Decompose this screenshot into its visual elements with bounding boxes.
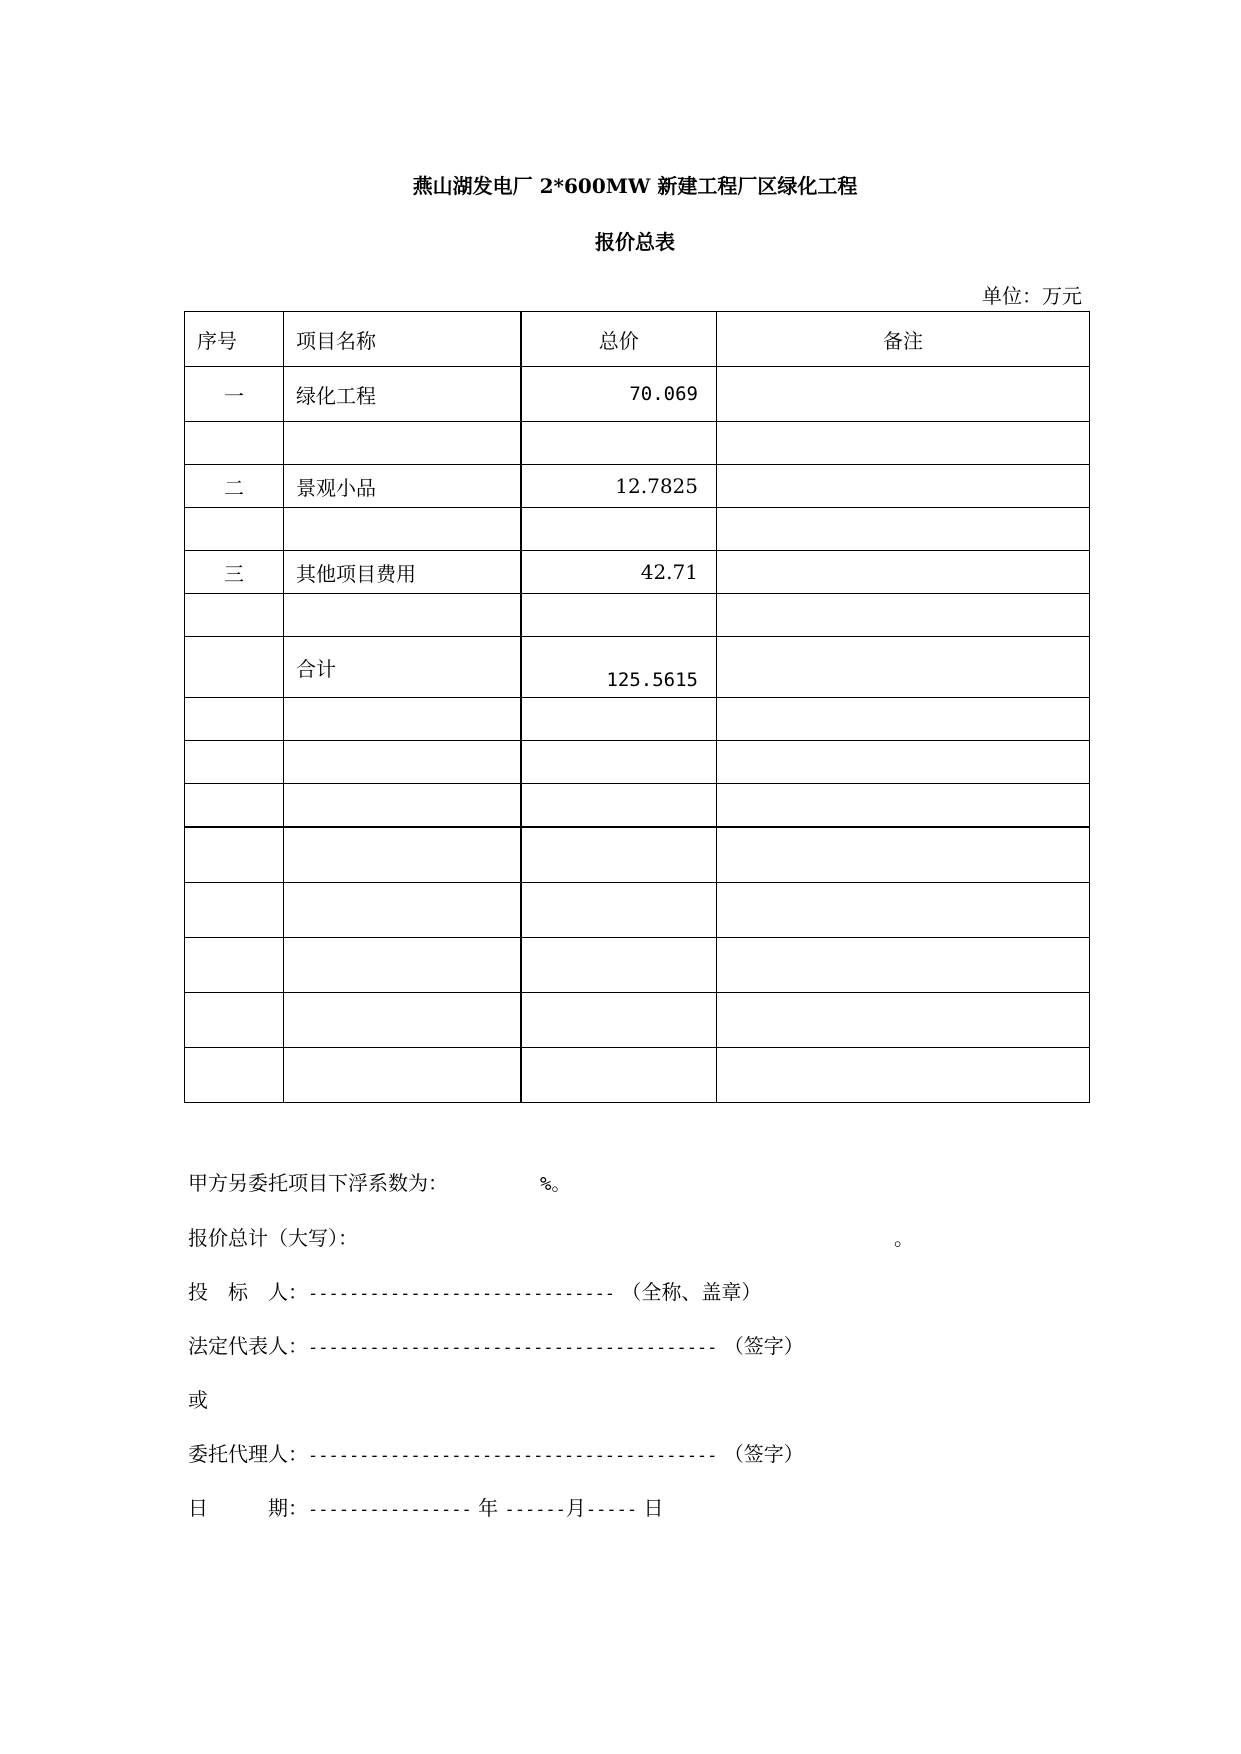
- blank-row: [185, 938, 1090, 993]
- row-no: 一: [185, 367, 284, 422]
- legal-representative-label: 法定代表人：: [188, 1334, 308, 1358]
- header-remark: 备注: [717, 312, 1090, 367]
- document-subtitle: 报价总表: [595, 230, 675, 254]
- row-no: [185, 422, 284, 465]
- row-name: 绿化工程: [284, 367, 521, 422]
- row-remark: [717, 508, 1090, 551]
- bidder-note: （全称、盖章）: [621, 1280, 762, 1304]
- total-price: 125.5615: [521, 637, 717, 698]
- total-label: 合计: [284, 637, 521, 698]
- row-price: 42.71: [521, 551, 717, 594]
- blank-row: [185, 1048, 1090, 1103]
- table-row: [185, 594, 1090, 637]
- total-amount-label: 报价总计（大写）：: [188, 1226, 358, 1250]
- table-row: [185, 508, 1090, 551]
- agent-label: 委托代理人：: [188, 1442, 308, 1466]
- row-price: 70.069: [521, 367, 717, 422]
- blank-row: [185, 698, 1090, 741]
- row-remark: [717, 551, 1090, 594]
- row-remark: [717, 422, 1090, 465]
- row-price: [521, 594, 717, 637]
- blank-row: [185, 741, 1090, 784]
- unit-label: 单位：万元: [982, 284, 1082, 308]
- agent-line: [188, 1438, 804, 1467]
- float-coefficient-line: [188, 1167, 570, 1196]
- float-coefficient-suffix: %。: [540, 1173, 571, 1195]
- table-total-row: [185, 637, 1090, 698]
- date-year-label: 年: [478, 1496, 499, 1520]
- date-year-line: ----------------: [308, 1500, 472, 1520]
- row-name: [284, 508, 521, 551]
- bidder-line: [188, 1276, 761, 1305]
- date-day-line: -----: [585, 1500, 638, 1520]
- row-price: [521, 422, 717, 465]
- row-remark: [717, 594, 1090, 637]
- table-row: [185, 367, 1090, 422]
- row-no: 二: [185, 465, 284, 508]
- total-amount-end: 。: [894, 1226, 914, 1250]
- header-no: 序号: [185, 312, 284, 367]
- table-row: [185, 465, 1090, 508]
- table-header-row: [185, 312, 1090, 367]
- blank-row: [185, 827, 1090, 883]
- row-remark: [717, 367, 1090, 422]
- bidder-label: 投 标 人：: [188, 1280, 308, 1304]
- legal-representative-signature-line: ----------------------------------------: [308, 1338, 718, 1358]
- table-row: [185, 551, 1090, 594]
- document-title: 燕山湖发电厂 2*600MW 新建工程厂区绿化工程: [412, 174, 858, 198]
- row-remark: [717, 465, 1090, 508]
- total-amount-line: [188, 1222, 914, 1251]
- row-no: [185, 508, 284, 551]
- header-name: 项目名称: [284, 312, 521, 367]
- header-price: 总价: [521, 312, 717, 367]
- row-name: [284, 422, 521, 465]
- or-line: 或: [188, 1388, 208, 1412]
- total-remark: [717, 637, 1090, 698]
- legal-representative-line: [188, 1330, 804, 1359]
- float-coefficient-label: 甲方另委托项目下浮系数为：: [188, 1171, 448, 1195]
- agent-note: （签字）: [723, 1442, 804, 1466]
- date-month-line: ------: [504, 1500, 566, 1520]
- date-day-label: 日: [643, 1496, 664, 1520]
- blank-row: [185, 784, 1090, 828]
- row-no: 三: [185, 551, 284, 594]
- date-line: [188, 1492, 663, 1521]
- row-name: 其他项目费用: [284, 551, 521, 594]
- date-month-label: 月: [565, 1496, 586, 1520]
- total-no: [185, 637, 284, 698]
- row-no: [185, 594, 284, 637]
- quote-summary-table: [184, 311, 1090, 1103]
- blank-row: [185, 883, 1090, 938]
- bidder-signature-line: ------------------------------: [308, 1284, 616, 1304]
- date-label: 日 期：: [188, 1496, 308, 1520]
- row-price: [521, 508, 717, 551]
- legal-representative-note: （签字）: [723, 1334, 804, 1358]
- agent-signature-line: ----------------------------------------: [308, 1446, 718, 1466]
- row-price: 12.7825: [521, 465, 717, 508]
- table-row: [185, 422, 1090, 465]
- row-name: [284, 594, 521, 637]
- row-name: 景观小品: [284, 465, 521, 508]
- blank-row: [185, 993, 1090, 1048]
